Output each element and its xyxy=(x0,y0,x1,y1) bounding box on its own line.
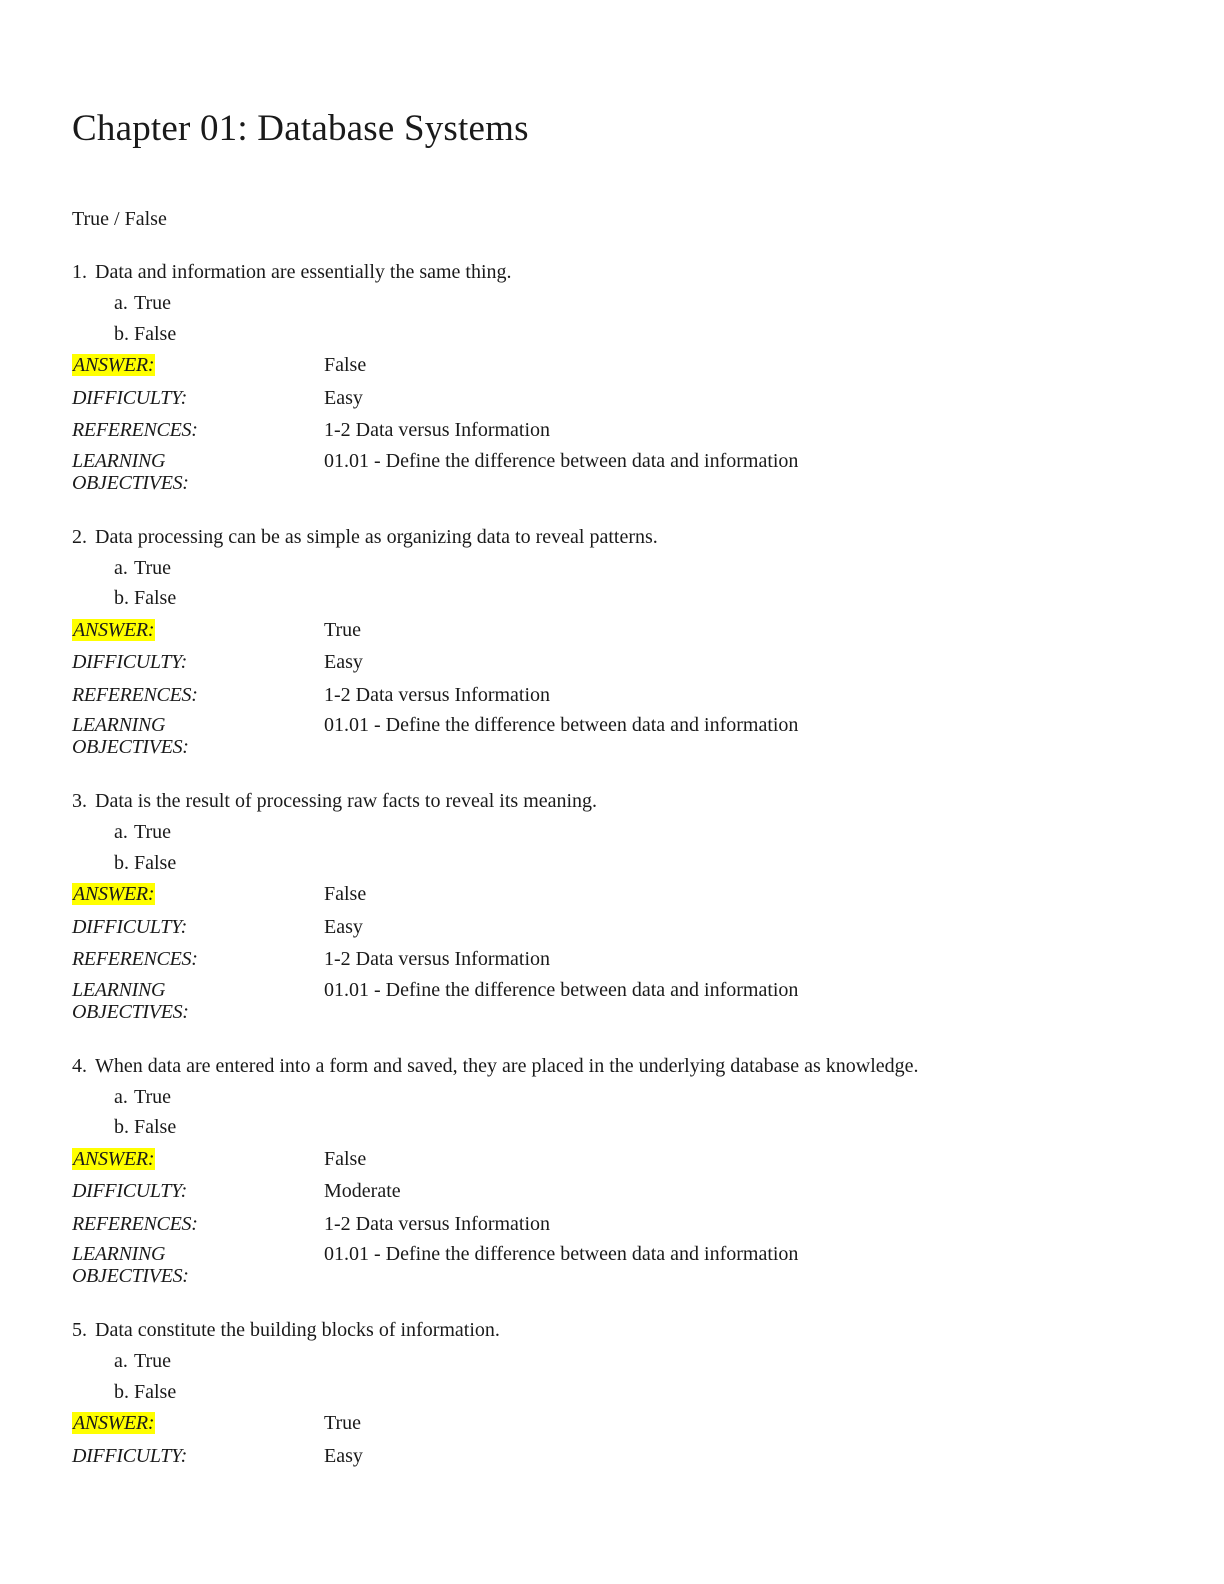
answer-options xyxy=(114,1082,1152,1143)
option-text: True xyxy=(134,292,172,314)
option-text: True xyxy=(134,1350,172,1372)
question-3 xyxy=(72,787,1152,1027)
answer-label: ANSWER: xyxy=(73,883,155,905)
question-1 xyxy=(72,258,1152,498)
question-metadata xyxy=(72,614,1152,763)
learning-objectives-value: 01.01 - Define the difference between data and information xyxy=(324,1243,799,1265)
option-text: True xyxy=(134,1085,172,1108)
option-text: False xyxy=(134,587,177,609)
difficulty-value: Easy xyxy=(324,386,363,409)
option-letter: a. xyxy=(114,821,128,843)
references-row xyxy=(72,414,1152,447)
answer-row xyxy=(72,614,1152,647)
references-row xyxy=(72,679,1152,712)
question-stem xyxy=(72,258,1152,286)
option-item xyxy=(114,319,1152,350)
difficulty-label: DIFFICULTY: xyxy=(72,1180,188,1202)
learning-objectives-label: LEARNING OBJECTIVES: xyxy=(72,449,189,494)
question-metadata xyxy=(72,1143,1152,1292)
option-letter: b. xyxy=(114,587,129,609)
difficulty-label: DIFFICULTY: xyxy=(72,915,188,938)
difficulty-row xyxy=(72,382,1152,415)
learning-objectives-label: LEARNING OBJECTIVES: xyxy=(72,1243,189,1287)
answer-label: ANSWER: xyxy=(73,1412,155,1434)
question-stem xyxy=(72,787,1152,815)
option-text: True xyxy=(134,821,172,843)
answer-value: False xyxy=(324,883,367,905)
option-letter: b. xyxy=(114,322,129,345)
difficulty-value: Easy xyxy=(324,1444,363,1467)
references-value: 1-2 Data versus Information xyxy=(324,948,551,970)
answer-options xyxy=(114,553,1152,614)
option-item xyxy=(114,1346,1152,1377)
question-text: Data constitute the building blocks of information. xyxy=(95,1319,500,1341)
option-item xyxy=(114,848,1152,879)
references-label: REFERENCES: xyxy=(72,1212,198,1235)
option-text: False xyxy=(134,1380,177,1403)
page-title: Chapter 01: Database Systems xyxy=(72,108,529,149)
question-metadata xyxy=(72,349,1152,498)
option-letter: a. xyxy=(114,292,128,314)
question-number: 4. xyxy=(72,1054,87,1077)
question-text: When data are entered into a form and saved, they are placed in the underlying database as knowledge. xyxy=(95,1054,919,1077)
option-item xyxy=(114,817,1152,848)
references-value: 1-2 Data versus Information xyxy=(324,1212,551,1235)
difficulty-value: Moderate xyxy=(324,1180,401,1202)
option-item xyxy=(114,288,1152,319)
answer-row xyxy=(72,878,1152,911)
option-text: True xyxy=(134,556,172,579)
option-item xyxy=(114,553,1152,584)
option-letter: b. xyxy=(114,1380,129,1403)
option-item xyxy=(114,1112,1152,1143)
answer-value: False xyxy=(324,1147,367,1170)
references-value: 1-2 Data versus Information xyxy=(324,419,551,441)
learning-objectives-row xyxy=(72,976,1152,1027)
question-text: Data is the result of processing raw facts to reveal its meaning. xyxy=(95,790,598,812)
answer-row xyxy=(72,1143,1152,1176)
learning-objectives-row xyxy=(72,1240,1152,1291)
option-letter: a. xyxy=(114,1085,128,1108)
answer-row xyxy=(72,349,1152,382)
question-5 xyxy=(72,1316,1152,1472)
learning-objectives-value: 01.01 - Define the difference between data and information xyxy=(324,978,799,1001)
option-text: False xyxy=(134,1116,177,1138)
references-row xyxy=(72,1208,1152,1241)
answer-options xyxy=(114,1346,1152,1407)
difficulty-label: DIFFICULTY: xyxy=(72,386,188,409)
question-2 xyxy=(72,523,1152,763)
answer-label: ANSWER: xyxy=(73,1147,155,1170)
answer-value: True xyxy=(324,1412,362,1434)
answer-row xyxy=(72,1407,1152,1440)
references-row xyxy=(72,943,1152,976)
question-number: 2. xyxy=(72,525,87,548)
references-value: 1-2 Data versus Information xyxy=(324,683,551,706)
option-letter: a. xyxy=(114,556,128,579)
learning-objectives-label: LEARNING OBJECTIVES: xyxy=(72,714,189,758)
references-label: REFERENCES: xyxy=(72,683,198,706)
option-item xyxy=(114,1377,1152,1408)
question-number: 3. xyxy=(72,790,87,812)
question-list xyxy=(72,258,1152,1472)
option-letter: a. xyxy=(114,1350,128,1372)
difficulty-row xyxy=(72,911,1152,944)
answer-value: False xyxy=(324,354,367,376)
document-page xyxy=(72,104,1152,1472)
option-item xyxy=(114,1082,1152,1113)
question-4 xyxy=(72,1052,1152,1292)
question-metadata xyxy=(72,1407,1152,1472)
difficulty-label: DIFFICULTY: xyxy=(72,1444,188,1467)
question-metadata xyxy=(72,878,1152,1027)
difficulty-label: DIFFICULTY: xyxy=(72,651,188,673)
learning-objectives-row xyxy=(72,711,1152,762)
option-item xyxy=(114,583,1152,614)
learning-objectives-value: 01.01 - Define the difference between data and information xyxy=(324,449,799,472)
learning-objectives-label: LEARNING OBJECTIVES: xyxy=(72,978,189,1023)
difficulty-row xyxy=(72,1175,1152,1208)
question-stem xyxy=(72,1052,1152,1080)
learning-objectives-value: 01.01 - Define the difference between data and information xyxy=(324,714,799,736)
answer-label: ANSWER: xyxy=(73,354,155,376)
question-stem xyxy=(72,1316,1152,1344)
question-number: 5. xyxy=(72,1319,87,1341)
learning-objectives-row xyxy=(72,447,1152,498)
references-label: REFERENCES: xyxy=(72,419,198,441)
references-label: REFERENCES: xyxy=(72,948,198,970)
question-text: Data and information are essentially the same thing. xyxy=(95,261,512,283)
option-text: False xyxy=(134,322,177,345)
answer-label: ANSWER: xyxy=(73,618,155,641)
difficulty-value: Easy xyxy=(324,651,363,673)
option-letter: b. xyxy=(114,1116,129,1138)
answer-options xyxy=(114,817,1152,878)
answer-options xyxy=(114,288,1152,349)
option-text: False xyxy=(134,851,177,874)
section-label: True / False xyxy=(72,208,167,230)
answer-value: True xyxy=(324,618,362,641)
question-stem xyxy=(72,523,1152,551)
difficulty-row xyxy=(72,1440,1152,1473)
question-number: 1. xyxy=(72,261,87,283)
option-letter: b. xyxy=(114,851,129,874)
question-text: Data processing can be as simple as organizing data to reveal patterns. xyxy=(95,525,658,548)
difficulty-row xyxy=(72,646,1152,679)
difficulty-value: Easy xyxy=(324,915,363,938)
